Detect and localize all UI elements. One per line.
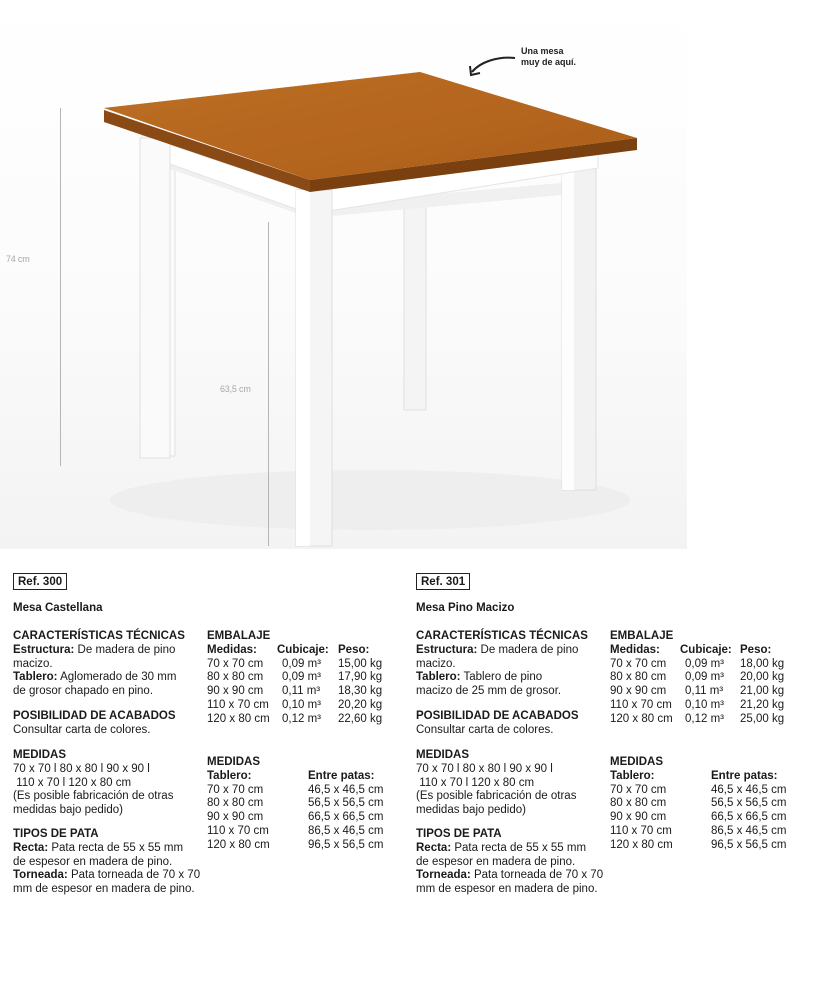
product-ref-301 <box>416 573 470 590</box>
finish-options: POSIBILIDAD DE ACABADOS Consultar carta de colores. <box>13 710 176 736</box>
table-row: 90 x 90 cm 0,11 m³ 18,30 kg <box>207 685 383 698</box>
table-row: 120 x 80 cm 0,12 m³ 25,00 kg <box>610 712 785 725</box>
table-row: 110 x 70 cm 86,5 x 46,5 cm <box>207 824 384 837</box>
measures-table: MEDIDAS Tablero: Entre patas: 70 x 70 cm 46,5 x 46,5 cm 80 x 80 cm 56,5 x 56,5 cm 90 x 90 cm 66,5 x 66,5 cm 110 x 70 cm 86,5 x 46,5 cm 120 x 80 cm 96,5 x 56,5 cm <box>207 756 384 851</box>
packaging-table: EMBALAJE Medidas: Cubicaje: Peso: 70 x 70 cm 0,09 m³ 15,00 kg 80 x 80 cm 0,09 m³ 17,90 kg 90 x 90 cm 0,11 m³ 18,30 kg 110 x 70 cm 0,10 m³ 20,20 kg 120 x 80 cm 0,12 m³ 22,60 kg <box>207 630 383 725</box>
table-row: 80 x 80 cm 0,09 m³ 17,90 kg <box>207 671 383 684</box>
table-row: 120 x 80 cm 0,12 m³ 22,60 kg <box>207 712 383 725</box>
table-row: 110 x 70 cm 0,10 m³ 21,20 kg <box>610 698 785 711</box>
product-ref-300 <box>13 573 67 590</box>
measures-table: MEDIDAS Tablero: Entre patas: 70 x 70 cm 46,5 x 46,5 cm 80 x 80 cm 56,5 x 56,5 cm 90 x 90 cm 66,5 x 66,5 cm 110 x 70 cm 86,5 x 46,5 cm 120 x 80 cm 96,5 x 56,5 cm <box>610 756 787 851</box>
product-title: Mesa Castellana <box>13 602 103 614</box>
total-height-label: 74 cm <box>6 254 30 264</box>
finish-options: POSIBILIDAD DE ACABADOS Consultar carta de colores. <box>416 710 579 736</box>
leg-height-label: 63,5 cm <box>220 384 251 394</box>
table-row: 120 x 80 cm 96,5 x 56,5 cm <box>207 838 384 851</box>
tagline: Una mesa muy de aquí. <box>521 46 577 67</box>
table-row: 70 x 70 cm 46,5 x 46,5 cm <box>610 783 787 796</box>
table-row: 90 x 90 cm 66,5 x 66,5 cm <box>207 811 384 824</box>
ref-badge: Ref. 301 <box>416 573 470 590</box>
table-row: 70 x 70 cm 0,09 m³ 15,00 kg <box>207 657 383 670</box>
packaging-table: EMBALAJE Medidas: Cubicaje: Peso: 70 x 70 cm 0,09 m³ 18,00 kg 80 x 80 cm 0,09 m³ 20,00 kg 90 x 90 cm 0,11 m³ 21,00 kg 110 x 70 cm 0,10 m³ 21,20 kg 120 x 80 cm 0,12 m³ 25,00 kg <box>610 630 785 725</box>
table-row: 80 x 80 cm 56,5 x 56,5 cm <box>207 797 384 810</box>
table-row: 80 x 80 cm 56,5 x 56,5 cm <box>610 797 787 810</box>
table-row: 70 x 70 cm 46,5 x 46,5 cm <box>207 783 384 796</box>
leg-height-dimension-line <box>268 222 269 546</box>
table-row: 80 x 80 cm 0,09 m³ 20,00 kg <box>610 671 785 684</box>
leg-types: TIPOS DE PATA Recta: Pata recta de 55 x 55 mm de espesor en madera de pino. Torneada: Pata torneada de 70 x 70 mm de espesor en madera de pino. <box>416 828 604 896</box>
tech-features: CARACTERÍSTICAS TÉCNICAS Estructura: De madera de pino macizo. Tablero: Aglomerado de 30 mm de grosor chapado en pino. <box>13 630 185 698</box>
height-dimension-line <box>60 108 61 466</box>
tech-features: CARACTERÍSTICAS TÉCNICAS Estructura: De madera de pino macizo. Tablero: Tablero de pino macizo de 25 mm de grosor. <box>416 630 588 698</box>
table-row: 90 x 90 cm 0,11 m³ 21,00 kg <box>610 685 785 698</box>
table-row: 110 x 70 cm 0,10 m³ 20,20 kg <box>207 698 383 711</box>
table-row: 70 x 70 cm 0,09 m³ 18,00 kg <box>610 657 785 670</box>
table-illustration <box>0 0 687 549</box>
sizes-list: MEDIDAS 70 x 70 l 80 x 80 l 90 x 90 l 110 x 70 l 120 x 80 cm (Es posible fabricación de otras medidas bajo pedido) <box>416 749 577 817</box>
product-photo <box>0 0 687 549</box>
ref-badge: Ref. 300 <box>13 573 67 590</box>
leg-types: TIPOS DE PATA Recta: Pata recta de 55 x 55 mm de espesor en madera de pino. Torneada: Pata torneada de 70 x 70 mm de espesor en madera de pino. <box>13 828 201 896</box>
table-row: 120 x 80 cm 96,5 x 56,5 cm <box>610 838 787 851</box>
table-row: 90 x 90 cm 66,5 x 66,5 cm <box>610 811 787 824</box>
table-row: 110 x 70 cm 86,5 x 46,5 cm <box>610 824 787 837</box>
sizes-list: MEDIDAS 70 x 70 l 80 x 80 l 90 x 90 l 110 x 70 l 120 x 80 cm (Es posible fabricación de otras medidas bajo pedido) <box>13 749 174 817</box>
product-title: Mesa Pino Macizo <box>416 602 515 614</box>
